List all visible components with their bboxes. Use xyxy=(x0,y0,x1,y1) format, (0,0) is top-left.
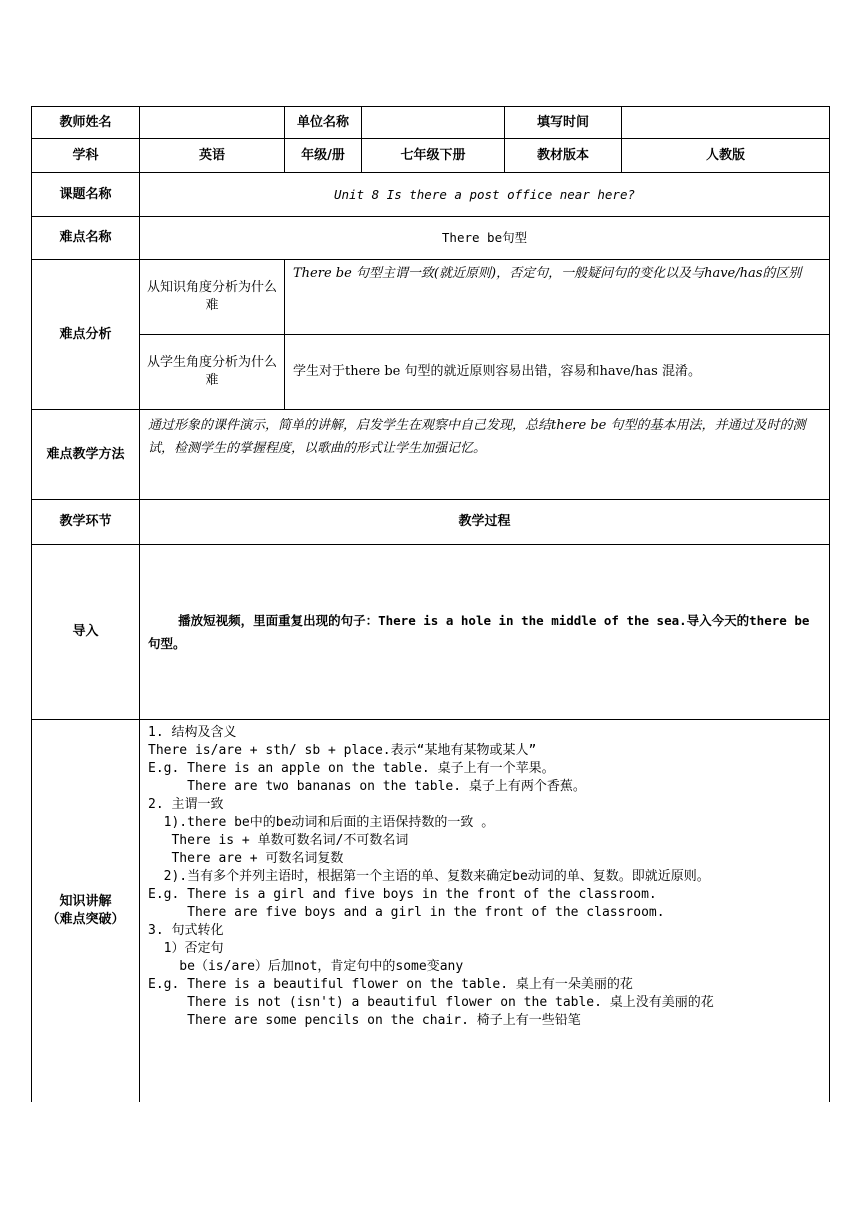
knowledge-line: E.g. There is an apple on the table. 桌子上有一个苹果。 xyxy=(148,761,555,776)
subject-label: 学科 xyxy=(32,139,140,173)
teacher-name-label: 教师姓名 xyxy=(32,107,140,139)
knowledge-line: There is not (isn't) a beautiful flower on the table. 桌上没有美丽的花 xyxy=(148,995,714,1010)
intro-label: 导入 xyxy=(32,545,140,720)
knowledge-label-line1: 知识讲解 xyxy=(59,893,112,909)
intro-text: 播放短视频，里面重复出现的句子：There is a hole in the middle of the sea.导入今天的there be句型。 xyxy=(140,545,830,720)
topic-row xyxy=(32,173,830,217)
topic-label: 课题名称 xyxy=(32,173,140,217)
knowledge-label xyxy=(32,720,140,1102)
teacher-name-value xyxy=(140,107,285,139)
fill-time-label: 填写时间 xyxy=(505,107,622,139)
lesson-plan-table xyxy=(31,106,830,1102)
edition-label: 教材版本 xyxy=(505,139,622,173)
unit-name-value xyxy=(362,107,505,139)
knowledge-line: There are two bananas on the table. 桌子上有两个香蕉。 xyxy=(148,779,586,794)
analysis-row-knowledge xyxy=(32,260,830,335)
grade-value: 七年级下册 xyxy=(362,139,505,173)
analysis-label: 难点分析 xyxy=(32,260,140,410)
knowledge-line: 3. 句式转化 xyxy=(148,923,224,938)
difficulty-label: 难点名称 xyxy=(32,217,140,260)
knowledge-line: 1）否定句 xyxy=(148,941,224,956)
knowledge-line: There is + 单数可数名词/不可数名词 xyxy=(148,833,409,848)
knowledge-line: There is/are + sth/ sb + place.表示“某地有某物或某人” xyxy=(148,743,537,758)
student-angle-label: 从学生角度分析为什么难 xyxy=(140,335,285,410)
knowledge-line: 1).there be中的be动词和后面的主语保持数的一致 。 xyxy=(148,815,495,830)
difficulty-row xyxy=(32,217,830,260)
knowledge-row xyxy=(32,720,830,1102)
knowledge-line: 2).当有多个并列主语时，根据第一个主语的单、复数来确定be动词的单、复数。即就近原则。 xyxy=(148,869,710,884)
difficulty-value: There be句型 xyxy=(140,217,830,260)
subject-value: 英语 xyxy=(140,139,285,173)
method-row xyxy=(32,410,830,500)
knowledge-content xyxy=(140,720,830,1102)
knowledge-line: There are some pencils on the chair. 椅子上有一些铅笔 xyxy=(148,1013,581,1028)
process-title: 教学过程 xyxy=(140,500,830,545)
header-row-2 xyxy=(32,139,830,173)
knowledge-line: There are five boys and a girl in the front of the classroom. xyxy=(148,905,665,920)
knowledge-label-line2: （难点突破） xyxy=(46,911,125,927)
knowledge-line: be（is/are）后加not，肯定句中的some变any xyxy=(148,959,464,974)
header-row-1 xyxy=(32,107,830,139)
intro-row xyxy=(32,545,830,720)
knowledge-angle-label: 从知识角度分析为什么难 xyxy=(140,260,285,335)
knowledge-line: E.g. There is a girl and five boys in the front of the classroom. xyxy=(148,887,657,902)
knowledge-line: E.g. There is a beautiful flower on the table. 桌上有一朵美丽的花 xyxy=(148,977,633,992)
knowledge-angle-text: There be 句型主谓一致(就近原则)，否定句，一般疑问句的变化以及与have/has的区别 xyxy=(285,260,830,335)
method-label: 难点教学方法 xyxy=(32,410,140,500)
method-text: 通过形象的课件演示，简单的讲解，启发学生在观察中自己发现，总结there be 句型的基本用法，并通过及时的测试，检测学生的掌握程度，以歌曲的形式让学生加强记忆。 xyxy=(140,410,830,500)
unit-name-label: 单位名称 xyxy=(285,107,362,139)
knowledge-line: There are + 可数名词复数 xyxy=(148,851,344,866)
grade-label: 年级/册 xyxy=(285,139,362,173)
process-stage-label: 教学环节 xyxy=(32,500,140,545)
student-angle-text: 学生对于there be 句型的就近原则容易出错，容易和have/has 混淆。 xyxy=(285,335,830,410)
process-header-row xyxy=(32,500,830,545)
fill-time-value xyxy=(622,107,830,139)
knowledge-line: 1. 结构及含义 xyxy=(148,725,237,740)
knowledge-line: 2. 主谓一致 xyxy=(148,797,224,812)
topic-value: Unit 8 Is there a post office near here? xyxy=(140,173,830,217)
edition-value: 人教版 xyxy=(622,139,830,173)
analysis-row-student xyxy=(32,335,830,410)
